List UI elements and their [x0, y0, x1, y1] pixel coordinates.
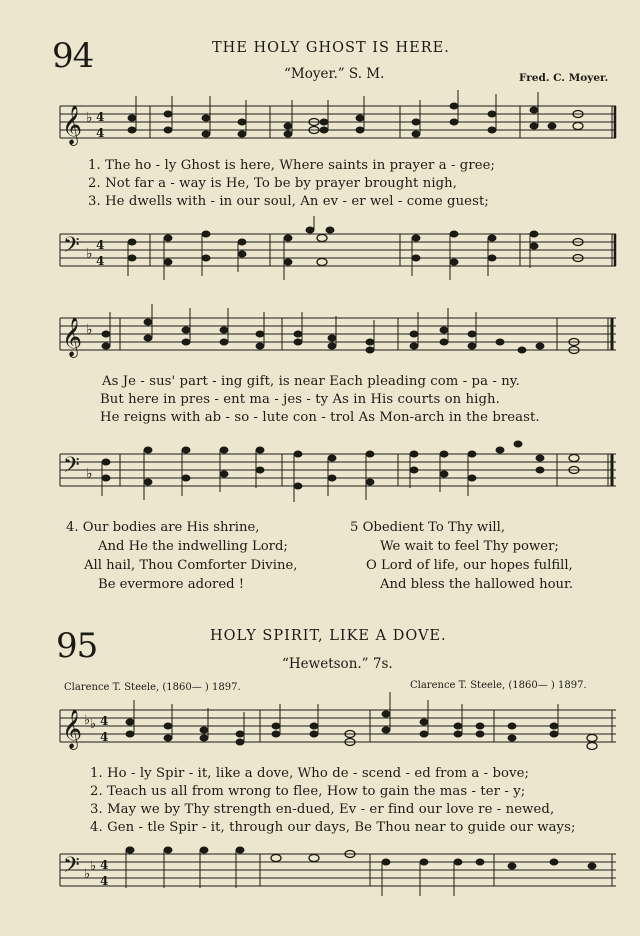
svg-text:♭: ♭: [86, 466, 93, 482]
composer-credit: Fred. C. Moyer.: [519, 72, 609, 84]
bass-staff: [60, 228, 616, 278]
verse-line: And He the indwelling Lord;: [98, 539, 288, 554]
svg-text:𝄞: 𝄞: [62, 317, 83, 357]
svg-text:𝄞: 𝄞: [62, 105, 83, 145]
hymn-title: THE HOLY GHOST IS HERE.: [212, 40, 450, 56]
composer-credit: Clarence T. Steele, (1860— ) 1897.: [410, 680, 587, 691]
lyric-line-3: 3. May we by Thy strength en-dued, Ev - er find our love re - newed,: [90, 802, 555, 817]
lyric-line-4: As Je - sus' part - ing gift, is near Each pleading com - pa - ny.: [102, 374, 520, 389]
verse-line: And bless the hallowed hour.: [380, 577, 574, 592]
verse-line: O Lord of life, our hopes fulfill,: [366, 558, 573, 573]
svg-text:4: 4: [96, 254, 105, 268]
svg-text:♭: ♭: [90, 717, 97, 732]
svg-text:♭: ♭: [84, 867, 91, 882]
treble-staff-3: [60, 702, 616, 754]
treble-staff: [60, 100, 616, 150]
lyric-line-1: 1. The ho - ly Ghost is here, Where saints in prayer a - gree;: [88, 158, 496, 173]
verse-line: We wait to feel Thy power;: [380, 539, 559, 554]
lyric-line-4: 4. Gen - tle Spir - it, through our days, Be Thou near to guide our ways;: [90, 820, 576, 835]
lyric-line-2: 2. Not far a - way is He, To be by prayer brought nigh,: [88, 176, 458, 191]
tune-name: “Hewetson.” 7s.: [282, 656, 393, 672]
verse-line: All hail, Thou Comforter Divine,: [84, 558, 298, 573]
svg-text:4: 4: [100, 714, 109, 728]
svg-text:♭: ♭: [90, 859, 97, 874]
bass-staff-3: [60, 848, 616, 900]
verse-4: [66, 518, 297, 594]
lyric-line-1: 1. Ho - ly Spir - it, like a dove, Who de - scend - ed from a - bove;: [90, 766, 530, 781]
svg-text:♭: ♭: [86, 246, 93, 262]
verse-line: 4. Our bodies are His shrine,: [66, 520, 260, 535]
svg-text:4: 4: [100, 730, 109, 744]
author-credit: Clarence T. Steele, (1860— ) 1897.: [64, 682, 241, 693]
lyric-line-3: 3. He dwells with - in our soul, An ev - er wel - come guest;: [88, 194, 489, 209]
lyric-line-6: He reigns with ab - so - lute con - trol As Mon-arch in the breast.: [100, 410, 540, 425]
hymn-number: 95: [56, 626, 98, 666]
bass-staff-2: [60, 448, 616, 498]
lyric-line-5: But here in pres - ent ma - jes - ty As in His courts on high.: [100, 392, 500, 407]
lyric-line-2: 2. Teach us all from wrong to flee, How to gain the mas - ter - y;: [90, 784, 526, 799]
verse-line: Be evermore adored !: [98, 577, 245, 592]
svg-text:𝄞: 𝄞: [62, 709, 83, 749]
svg-text:4: 4: [96, 238, 105, 252]
hymn-title: HOLY SPIRIT, LIKE A DOVE.: [210, 628, 447, 644]
svg-text:4: 4: [96, 126, 105, 140]
svg-text:𝄢: 𝄢: [63, 453, 80, 483]
hymn-number: 94: [52, 36, 94, 76]
svg-text:4: 4: [96, 110, 105, 124]
svg-text:4: 4: [100, 874, 109, 888]
svg-text:♭: ♭: [86, 110, 93, 126]
svg-text:4: 4: [100, 858, 109, 872]
svg-text:♭: ♭: [86, 322, 93, 338]
svg-text:𝄢: 𝄢: [63, 853, 80, 883]
tune-name: “Moyer.” S. M.: [284, 66, 385, 82]
svg-text:♭: ♭: [84, 713, 91, 728]
verse-line: 5 Obedient To Thy will,: [350, 520, 506, 535]
svg-text:𝄢: 𝄢: [63, 233, 80, 263]
treble-staff-2: [60, 312, 616, 362]
verse-5: [350, 518, 573, 594]
